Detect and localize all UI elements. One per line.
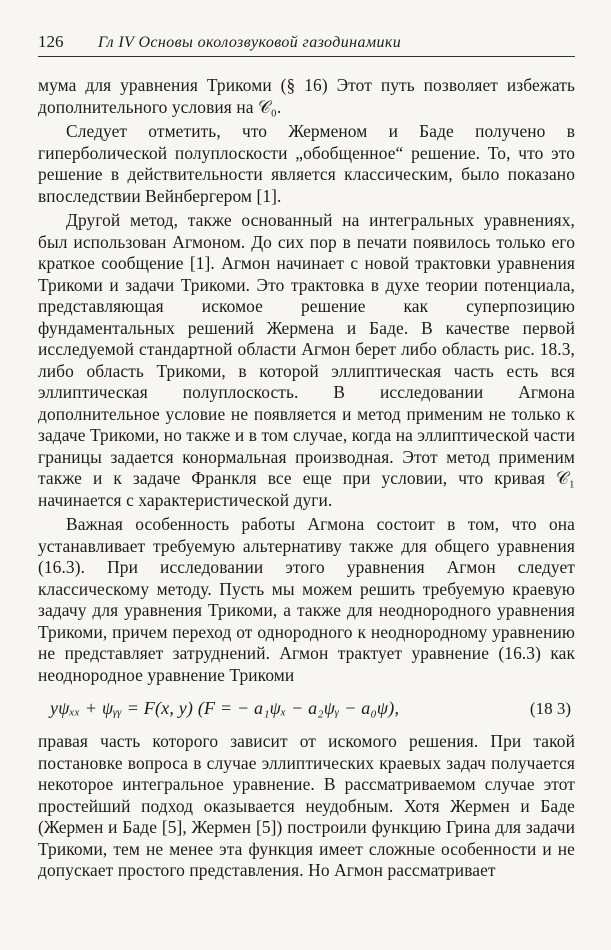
paragraph-4: Важная особенность работы Агмона состоит в том, что она устанавливает требуемую альтернативу также для общего уравнения (16.3). При исследовании этого уравнения Агмон следует классическому методу. Пусть мы можем решить требуемую краевую задачу для уравнения Трикоми, а также для неоднородного уравнения Трикоми, причем переход от однородного к неоднородному уравнению не представляет затруднений. Агмон трактует уравнение (16.3) как неоднородное уравнение Трикоми xyxy=(38,514,575,685)
paragraph-5: правая часть которого зависит от искомого решения. При такой постановке вопроса в случае эллиптических краевых задач получается некоторое интегральное уравнение. В рассматриваемом случае этот простейший подход оказывается неудобным. Хотя Жермен и Баде (Жермен и Баде [5], Жермен [5]) построили функцию Грина для задачи Трикоми, тем не менее эта функция имеет сложные особенности и не допускает простого представления. Но Агмон рассматривает xyxy=(38,731,575,880)
paragraph-2: Следует отметить, что Жерменом и Баде получено в гиперболической полуплоскости „обобщенное“ решение. То, что это решение в действительности является классическим, было показано впоследствии Вейнбергером [1]. xyxy=(38,121,575,206)
equation-18-3 xyxy=(50,698,575,719)
running-head: Гл IV Основы околозвуковой газодинамики xyxy=(98,34,402,51)
body-text xyxy=(38,75,575,882)
page-header xyxy=(38,32,575,57)
equation: yψₓₓ + ψᵧᵧ = F(x, y) (F = − a₁ψₓ − a₂ψᵧ − a₀ψ), xyxy=(50,698,400,718)
page-number: 126 xyxy=(38,32,64,51)
paragraph-3: Другой метод, также основанный на интегральных уравнениях, был использован Агмоном. До сих пор в печати появилось только его краткое сообщение [1]. Агмон начинает с новой трактовки уравнения Трикоми и задачи Трикоми. Это трактовка в духе теории потенциала, представляющая искомое решение как суперпозицию фундаментальных решений Жермена и Баде. В качестве первой исследуемой стандартной области Агмон берет либо область рис. 18.3, либо область Трикоми, в которой эллиптическая часть есть вся эллиптическая полуплоскость. В исследовании Агмона дополнительное условие не появляется и метод применим не только к задаче Трикоми, но также и в том случае, когда на эллиптической части границы задается конормальная производная. Этот метод применим также и к задаче Франкля все еще при условии, что кривая 𝒞₁ начинается с характеристической дуги. xyxy=(38,210,575,510)
paragraph-1: мума для уравнения Трикоми (§ 16) Этот путь позволяет избежать дополнительного условия на 𝒞₀. xyxy=(38,75,575,117)
equation-number: (18 3) xyxy=(529,699,571,718)
